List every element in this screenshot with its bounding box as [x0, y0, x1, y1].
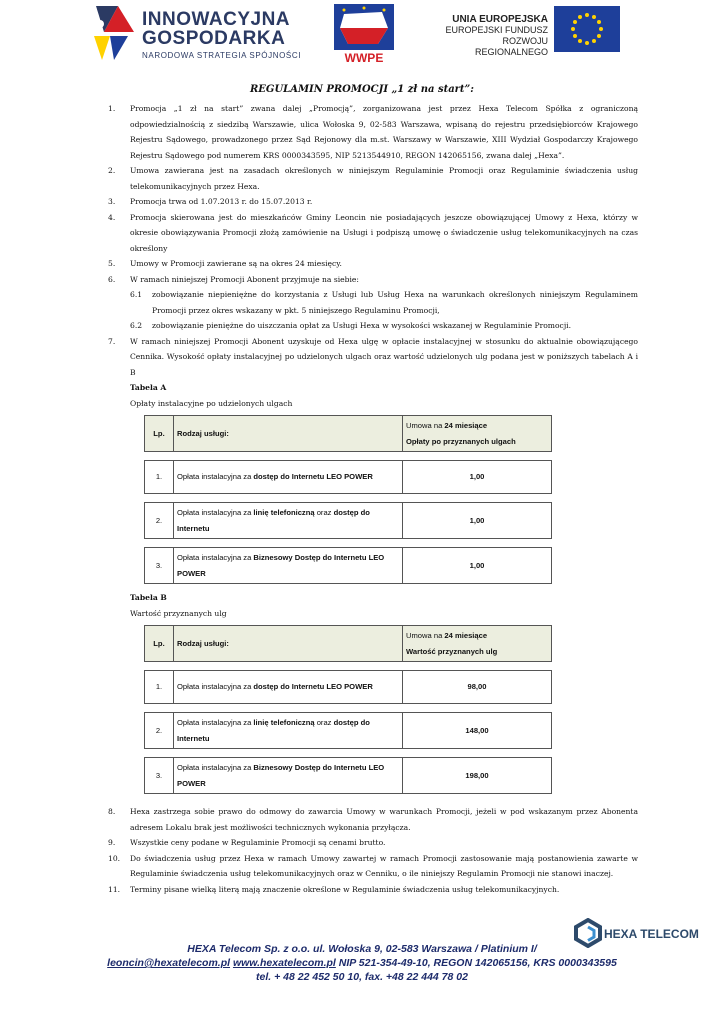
item-text: Umowy w Promocji zawierane są na okres 24 miesięcy. [130, 259, 342, 268]
footer-phone: tel. + 48 22 452 50 10, fax. +48 22 444 78 02 [256, 971, 468, 983]
item-text: Do świadczenia usług przez Hexa w ramach Umowy zawartej w ramach Promocji zastosowanie mają postanowienia zawarte w Regulaminie świadczenia usług telekomunikacyjnych oraz w Cenniku, o ile niniejszy Regulamin Promocji nie stanowi inaczej. [130, 853, 638, 878]
list-item [108, 163, 638, 194]
list-item [108, 256, 638, 272]
item-number: 11. [108, 884, 121, 894]
table-header-row [145, 626, 552, 662]
cell-lp: 3. [145, 758, 174, 794]
item-text: Hexa zastrzega sobie prawo do odmowy do zawarcia Umowy w warunkach Promocji, jeżeli w pod wskazanym przez Abonenta adresem Lokalu brak jest możliwości technicznych wykonania przyłącza. [130, 807, 638, 832]
cell-service: Opłata instalacyjna za dostęp do Internetu LEO POWER [174, 671, 403, 704]
sub-item-number: 6.2 [130, 321, 143, 330]
ig-logo-icon [88, 2, 138, 64]
eu-text [430, 14, 548, 58]
regulation-body [108, 101, 638, 897]
wwpe-logo [334, 4, 394, 64]
ig-title [142, 10, 290, 48]
table-row [145, 461, 552, 494]
footer-registry: NIP 521-354-49-10, REGON 142065156, KRS 0000343595 [335, 957, 617, 969]
item-number: 5. [108, 259, 116, 268]
header-lp: Lp. [145, 416, 174, 452]
footer-web-link[interactable]: www.hexatelecom.pl [232, 957, 336, 969]
header-service: Rodzaj usługi: [174, 626, 403, 662]
footer-address: HEXA Telecom Sp. z o.o. ul. Wołoska 9, 02-583 Warszawa / Platinium I/ [187, 943, 537, 955]
wwpe-text: WWPE [344, 51, 384, 65]
footer [0, 942, 724, 984]
item-text: W ramach niniejszej Promocji Abonent przyjmuje na siebie: [130, 274, 359, 284]
item-text: Promocja trwa od 1.07.2013 r. do 15.07.2013 r. [130, 197, 313, 206]
cell-value: 198,00 [403, 758, 552, 794]
eu-line2: EUROPEJSKI FUNDUSZ [445, 25, 548, 35]
eu-logo [430, 6, 620, 58]
cell-value: 1,00 [403, 461, 552, 494]
cell-service: Opłata instalacyjna za linię telefoniczną oraz dostęp do Internetu [174, 503, 403, 539]
eu-flag-icon [554, 6, 620, 52]
item-text: Umowa zawierana jest na zasadach określonych w niniejszym Regulaminie Promocji oraz Regulaminie świadczenia usług telekomunikacyjnych przez Hexa. [130, 166, 638, 191]
table-header-row [145, 416, 552, 452]
item-number: 3. [108, 197, 116, 206]
cell-service: Opłata instalacyjna za dostęp do Internetu LEO POWER [174, 461, 403, 494]
header-lp: Lp. [145, 626, 174, 662]
cell-value: 1,00 [403, 548, 552, 584]
cell-lp: 2. [145, 713, 174, 749]
table-a [144, 415, 552, 584]
item-text: Promocja skierowana jest do mieszkańców Gminy Leoncin nie posiadających jeszcze obowiązującej Umowy z Hexa, którzy w okresie obowiązywania Promocji złożą zamówienie na Usługi i podpiszą umowę o świadczenie usług telekomunikacyjnych na czas określony [130, 212, 638, 253]
document-title: REGULAMIN PROMOCJI „1 zł na start”: [249, 84, 474, 95]
item-text: Wszystkie ceny podane w Regulaminie Promocji są cenami brutto. [130, 838, 386, 847]
sub-item-text: zobowiązanie niepieniężne do korzystania z Usługi lub Usług Hexa na warunkach określonych niniejszym Regulaminem Promocji przez okres wskazany w pkt. 5 niniejszego Regulaminu Promocji, [152, 290, 638, 315]
ig-title-line1: INNOWACYJNA [142, 9, 291, 30]
table-a-description: Opłaty instalacyjne po udzielonych ulgach [130, 398, 293, 408]
cell-lp: 3. [145, 548, 174, 584]
table-row [145, 713, 552, 749]
list-item [108, 101, 638, 163]
table-row [145, 548, 552, 584]
list-item [108, 804, 638, 835]
item-text: W ramach niniejszej Promocji Abonent uzyskuje od Hexa ulgę w opłacie instalacyjnej w stosunku do aktualnie obowiązującego Cennika. Wysokość opłaty instalacyjnej po udzielonych ulgach oraz wartość udzielonych ulg podana jest w poniższych tabelach A i B [130, 336, 638, 377]
item-text: Terminy pisane wielką literą mają znaczenie określone w Regulaminie świadczenia usług telekomunikacyjnych. [130, 884, 560, 894]
item-text: Promocja „1 zł na start” zwana dalej „Promocją”, zorganizowana jest przez Hexa Telecom Spółka z ograniczoną odpowiedzialnością z siedzibą Warszawie, ulica Wołoska 9, 02-583 Warszawa, wpisaną do rejestru przedsiębiorców Krajowego Rejestru Sądowego, prowadzonego przez Sąd Rejonowy dla m.st. Warszawy w Warszawie, XIII Wydział Gospodarczy Krajowego Rejestru Sądowego pod numerem KRS 0000343595, NIP 5213544910, REGON 142065156, zwana dalej „Hexa”. [130, 104, 638, 160]
cell-lp: 1. [145, 671, 174, 704]
eu-line1: UNIA EUROPEJSKA [452, 14, 548, 25]
wwpe-flag-icon [334, 4, 394, 50]
item-number: 10. [108, 853, 121, 863]
header-service: Rodzaj usługi: [174, 416, 403, 452]
cell-service: Opłata instalacyjna za Biznesowy Dostęp do Internetu LEO POWER [174, 548, 403, 584]
sub-item [108, 287, 638, 318]
header [0, 0, 724, 70]
footer-contact [0, 956, 724, 970]
table-row [145, 758, 552, 794]
hexa-brand-text: HEXA TELECOM [604, 927, 699, 941]
table-row [145, 503, 552, 539]
cell-value: 148,00 [403, 713, 552, 749]
list-item [108, 835, 638, 851]
item-number: 4. [108, 212, 116, 222]
table-b [144, 625, 552, 794]
header-contract: Umowa na 24 miesiące Opłaty po przyznanych ulgach [403, 416, 552, 452]
sub-item [108, 318, 638, 334]
cell-lp: 2. [145, 503, 174, 539]
item-number: 7. [108, 336, 116, 346]
footer-email-link[interactable]: leoncin@hexatelecom.pl [107, 957, 231, 969]
item-number: 9. [108, 838, 116, 847]
cell-value: 98,00 [403, 671, 552, 704]
cell-value: 1,00 [403, 503, 552, 539]
item-number: 8. [108, 807, 116, 816]
innowacyjna-gospodarka-logo [88, 2, 302, 64]
item-number: 6. [108, 274, 116, 284]
eu-line3: ROZWOJU REGIONALNEGO [474, 36, 548, 57]
header-contract: Umowa na 24 miesiące Wartość przyznanych ulg [403, 626, 552, 662]
list-item [108, 272, 638, 288]
list-item [108, 851, 638, 882]
sub-item-number: 6.1 [130, 290, 143, 299]
table-a-label: Tabela A [130, 383, 167, 392]
cell-lp: 1. [145, 461, 174, 494]
table-b-description: Wartość przyznanych ulg [130, 608, 227, 618]
list-item [108, 882, 638, 898]
table-b-label: Tabela B [130, 593, 167, 602]
cell-service: Opłata instalacyjna za linię telefoniczną oraz dostęp do Internetu [174, 713, 403, 749]
ig-subtitle: NARODOWA STRATEGIA SPÓJNOŚCI [142, 51, 302, 60]
item-number: 1. [108, 104, 116, 113]
list-item [108, 210, 638, 257]
item-number: 2. [108, 166, 116, 175]
sub-item-text: zobowiązanie pieniężne do uiszczania opłat za Usługi Hexa w wysokości wskazanej w Regulaminie Promocji. [152, 321, 572, 330]
cell-service: Opłata instalacyjna za Biznesowy Dostęp do Internetu LEO POWER [174, 758, 403, 794]
table-row [145, 671, 552, 704]
list-item [108, 194, 638, 210]
list-item [108, 334, 638, 381]
ig-title-line2: GOSPODARKA [142, 28, 286, 49]
